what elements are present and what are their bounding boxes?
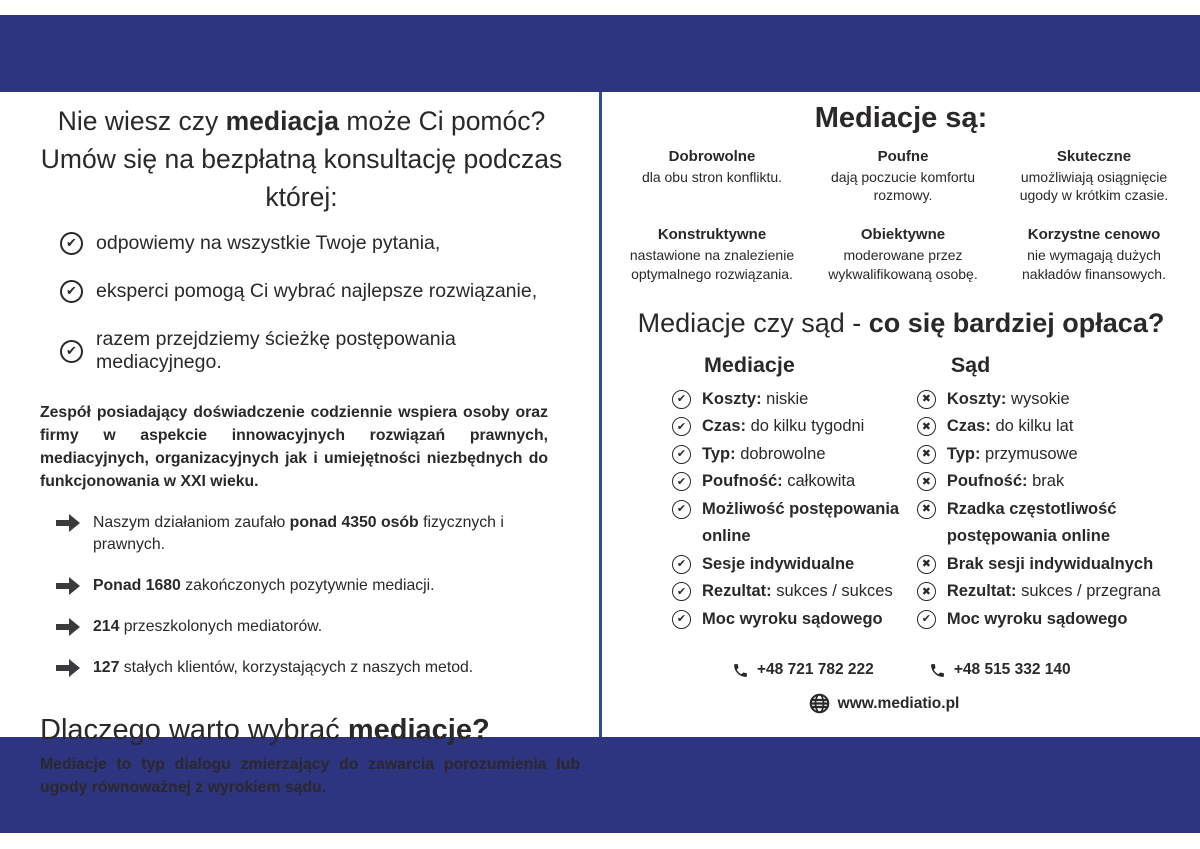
row-text: Rezultat: sukces / przegrana xyxy=(946,582,1161,601)
comparison-row xyxy=(672,441,908,469)
cross-circle-icon: ✖ xyxy=(917,417,936,436)
why-mediation-text: Mediacje to typ dialogu zmierzający do zawarcia porozumienia lub ugody równoważnej z wyrokiem sądu. xyxy=(40,755,580,796)
left-title-line2: Umów się na bezpłatną konsultację podczas której: xyxy=(40,144,563,212)
stat-item xyxy=(55,512,535,556)
team-description: Zespół posiadający doświadczenie codziennie wspiera osoby oraz firmy w aspekcie innowacyjnych rozwiązań prawnych, mediacyjnych, organizacyjnych jak i umiejętności niezbędnych do funkcjonowania w XXI wieku. xyxy=(40,404,548,490)
check-circle-icon: ✔ xyxy=(672,500,691,519)
mediation-column-header: Mediacje xyxy=(704,352,795,377)
phone-contact xyxy=(929,661,1192,679)
comparison-row xyxy=(672,386,908,414)
stat-item xyxy=(55,575,535,597)
benefit-title: Korzystne cenowo xyxy=(1027,226,1161,244)
mediation-column xyxy=(672,353,908,680)
comparison-row xyxy=(917,413,1192,441)
right-column xyxy=(602,92,1200,737)
arrow-right-icon xyxy=(55,658,81,678)
left-title-line1: Nie wiesz czy mediacja może Ci pomóc? xyxy=(57,106,546,136)
top-blue-bar xyxy=(0,15,1200,92)
stat-text: Naszym działaniom zaufało ponad 4350 osób fizycznych i prawnych. xyxy=(93,513,504,553)
comparison-row xyxy=(917,606,1192,634)
stat-item xyxy=(55,657,535,679)
benefit-desc: dają poczucie komfortu rozmowy. xyxy=(831,168,975,204)
row-text: Rezultat: sukces / sukces xyxy=(702,582,893,601)
row-text: Typ: dobrowolne xyxy=(702,444,826,463)
comparison-row xyxy=(672,551,908,579)
check-circle-icon: ✔ xyxy=(672,610,691,629)
benefit-desc: nastawione na znalezienie optymalnego rozwiązania. xyxy=(629,246,795,282)
why-mediation-heading: Dlaczego warto wybrać mediacje? xyxy=(40,714,490,747)
check-circle-icon: ✔ xyxy=(672,390,691,409)
row-text: Rzadka częstotliwość postępowania online xyxy=(946,499,1117,546)
check-circle-icon: ✔ xyxy=(672,582,691,601)
row-text: Koszty: wysokie xyxy=(946,389,1070,408)
benefit-desc: nie wymagają dużych nakładów finansowych. xyxy=(1022,246,1166,282)
list-item-text: razem przejdziemy ścieżkę postępowania mediacyjnego. xyxy=(96,328,456,373)
stats-list xyxy=(55,512,579,680)
list-item-text: odpowiemy na wszystkie Twoje pytania, xyxy=(96,232,441,254)
stat-text: 214 przeszkolonych mediatorów. xyxy=(93,617,323,635)
row-text: Możliwość postępowania online xyxy=(702,499,900,546)
benefit-title: Obiektywne xyxy=(860,226,946,244)
benefit-card xyxy=(1000,147,1188,205)
check-circle-icon: ✔ xyxy=(917,610,936,629)
benefit-card xyxy=(618,147,806,205)
comparison-row xyxy=(917,551,1192,579)
cross-circle-icon: ✖ xyxy=(917,472,936,491)
left-title xyxy=(0,102,579,216)
phone-number: +48 721 782 222 xyxy=(757,661,874,679)
consultation-benefits-list xyxy=(60,232,579,374)
row-text: Typ: przymusowe xyxy=(946,444,1078,463)
benefit-title: Dobrowolne xyxy=(668,148,756,165)
row-text: Brak sesji indywidualnych xyxy=(946,554,1154,573)
phone-icon xyxy=(732,662,749,679)
comparison-title: Mediacje czy sąd - co się bardziej opłaca? xyxy=(637,307,1165,338)
check-circle-icon: ✔ xyxy=(672,417,691,436)
benefit-desc: umożliwiają osiągnięcie ugody w krótkim czasie. xyxy=(1019,168,1169,204)
row-text: Moc wyroku sądowego xyxy=(702,609,883,628)
list-item xyxy=(60,328,579,374)
left-column xyxy=(0,92,599,796)
comparison-row xyxy=(917,468,1192,496)
benefit-title: Skuteczne xyxy=(1056,148,1132,165)
website-contact xyxy=(593,693,1175,714)
comparison-row xyxy=(917,578,1192,606)
cross-circle-icon: ✖ xyxy=(917,555,936,574)
stat-text: 127 stałych klientów, korzystających z naszych metod. xyxy=(93,659,474,676)
check-circle-icon: ✔ xyxy=(60,340,83,363)
comparison-columns xyxy=(610,353,1192,680)
benefit-desc: moderowane przez wykwalifikowaną osobę. xyxy=(828,246,978,282)
court-column-header: Sąd xyxy=(950,352,991,377)
court-column xyxy=(917,353,1192,680)
arrow-right-icon xyxy=(55,576,81,596)
stat-text: Ponad 1680 zakończonych pozytywnie mediacji. xyxy=(93,576,435,594)
comparison-row xyxy=(672,413,908,441)
benefit-title: Poufne xyxy=(877,148,929,165)
row-text: Koszty: niskie xyxy=(702,389,809,408)
row-text: Poufność: całkowita xyxy=(702,472,856,491)
benefit-card xyxy=(1000,225,1188,283)
phone-contact xyxy=(732,661,908,679)
comparison-row xyxy=(917,441,1192,469)
check-circle-icon: ✔ xyxy=(60,280,83,303)
phone-number: +48 515 332 140 xyxy=(953,661,1071,679)
cross-circle-icon: ✖ xyxy=(917,445,936,464)
comparison-row xyxy=(672,496,908,551)
list-item-text: eksperci pomogą Ci wybrać najlepsze rozwiązanie, xyxy=(96,280,538,302)
comparison-row xyxy=(672,578,908,606)
comparison-row xyxy=(672,468,908,496)
list-item xyxy=(60,280,579,303)
check-circle-icon: ✔ xyxy=(672,445,691,464)
check-circle-icon: ✔ xyxy=(672,555,691,574)
comparison-row xyxy=(672,606,908,634)
benefit-card xyxy=(809,147,997,205)
arrow-right-icon xyxy=(55,617,81,637)
website-url: www.mediatio.pl xyxy=(837,694,960,712)
stat-item xyxy=(55,616,535,638)
row-text: Sesje indywidualne xyxy=(702,554,855,573)
cross-circle-icon: ✖ xyxy=(917,390,936,409)
row-text: Czas: do kilku tygodni xyxy=(702,417,865,436)
benefit-desc: dla obu stron konfliktu. xyxy=(641,168,783,185)
benefit-title: Konstruktywne xyxy=(657,226,767,244)
comparison-row xyxy=(917,386,1192,414)
cross-circle-icon: ✖ xyxy=(917,582,936,601)
arrow-right-icon xyxy=(55,513,81,533)
check-circle-icon: ✔ xyxy=(672,472,691,491)
benefits-title: Mediacje są: xyxy=(814,102,988,134)
row-text: Czas: do kilku lat xyxy=(946,417,1074,436)
globe-icon xyxy=(809,693,830,714)
row-text: Poufność: brak xyxy=(946,472,1065,491)
benefit-card xyxy=(618,225,806,283)
comparison-row xyxy=(917,496,1192,551)
benefit-card xyxy=(809,225,997,283)
check-circle-icon: ✔ xyxy=(60,232,83,255)
row-text: Moc wyroku sądowego xyxy=(946,609,1128,628)
cross-circle-icon: ✖ xyxy=(917,500,936,519)
list-item xyxy=(60,232,579,255)
phone-icon xyxy=(929,662,946,679)
benefits-grid xyxy=(618,147,1192,284)
